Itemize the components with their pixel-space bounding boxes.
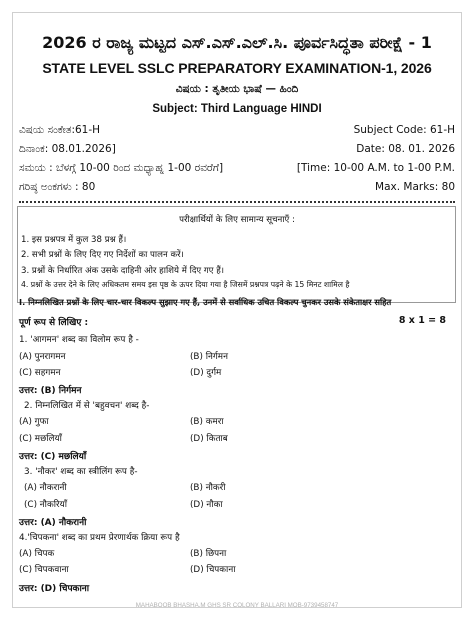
english-title: STATE LEVEL SSLC PREPARATORY EXAMINATION-1, 2026 bbox=[42, 60, 432, 76]
option-c: (C) नौकरियाँ bbox=[24, 500, 67, 510]
dotted-separator bbox=[19, 201, 455, 203]
option-d: (D) दुर्गम bbox=[190, 368, 222, 378]
option-d: (D) नौका bbox=[190, 500, 223, 510]
option-c: (C) मछलियाँ bbox=[19, 434, 62, 444]
section-instruction: I. निम्नलिखित प्रश्नों के लिए चार-चार विकल्प सुझाए गए हैं, उनमें से सर्वाधिक उचित विकल्प चुनकर उसके संकेताक्षर सहित bbox=[19, 297, 392, 307]
option-d: (D) किताब bbox=[190, 434, 228, 444]
answer: उत्तर: (A) नौकरानी bbox=[19, 518, 87, 528]
section-marks: 8 x 1 = 8 bbox=[398, 315, 446, 326]
option-a: (A) पुनरागमन bbox=[19, 352, 66, 362]
option-b: (B) छिपना bbox=[190, 549, 227, 559]
kannada-subject: ವಿಷಯ : ತೃತೀಯ ಭಾಷೆ — ಹಿಂದಿ bbox=[175, 83, 299, 95]
question-text: 2. निम्नलिखित में से 'बहुवचन' शब्द है- bbox=[24, 401, 150, 411]
question-text: 1. 'आगमन' शब्द का विलोम रूप है - bbox=[19, 335, 139, 345]
option-a: (A) गुफा bbox=[19, 417, 49, 427]
option-a: (A) चिपक bbox=[19, 549, 55, 559]
instruction-item: 2. सभी प्रश्नों के लिए दिए गए निर्देशों का पालन करें। bbox=[21, 250, 184, 260]
kannada-title: 2026 ರ ರಾಜ್ಯ ಮಟ್ಟದ ಎಸ್.ಎಸ್.ಎಲ್.ಸಿ. ಪೂರ್ವಸಿದ್ಧತಾ ಪರೀಕ್ಷೆ - 1 bbox=[42, 33, 432, 52]
time-english: [Time: 10-00 A.M. to 1-00 P.M. bbox=[296, 162, 455, 174]
question-text: 3. 'नौकर' शब्द का स्त्रीलिंग रूप है- bbox=[24, 467, 138, 477]
date-english: Date: 08. 01. 2026 bbox=[356, 143, 455, 155]
section-instruction-cont: पूर्ण रूप से लिखिए : bbox=[19, 318, 89, 328]
option-c: (C) चिपकवाना bbox=[19, 565, 69, 575]
option-c: (C) सहगमन bbox=[19, 368, 61, 378]
subject-code-kannada: ವಿಷಯ ಸಂಕೇತ:61-H bbox=[19, 124, 101, 136]
english-subject: Subject: Third Language HINDI bbox=[152, 103, 322, 115]
date-kannada: ದಿನಾಂಕ: 08.01.2026] bbox=[19, 143, 116, 155]
instruction-item: 3. प्रश्नों के निर्धारित अंक उसके दाहिनी ओर हाशिये में दिए गए हैं। bbox=[21, 266, 225, 276]
instructions-heading: परीक्षार्थियों के लिए सामान्य सूचनाएँ : bbox=[179, 215, 295, 225]
watermark-text: MAHABOOB BHASHA.M GHS SR COLONY BALLARI MOB-9739458747 bbox=[135, 602, 339, 609]
question-text: 4.'चिपकना' शब्द का प्रथम प्रेरणार्थक क्रिया रूप है bbox=[19, 533, 180, 543]
marks-kannada: ಗರಿಷ್ಠ ಅಂಕಗಳು : 80 bbox=[19, 181, 96, 193]
instruction-item: 4. प्रश्नों के उत्तर देने के लिए अधिकतम समय इस पृष्ठ के ऊपर दिया गया है जिसमें प्रश्नपत्र पढ़ने के 15 मिनट शामिल है bbox=[21, 280, 350, 289]
time-kannada: ಸಮಯ : ಬೆಳಗ್ಗೆ 10-00 ರಿಂದ ಮಧ್ಯಾಹ್ನ 1-00 ರವರೆಗೆ] bbox=[19, 162, 224, 174]
marks-english: Max. Marks: 80 bbox=[375, 181, 455, 193]
option-a: (A) नौकरानी bbox=[24, 483, 67, 493]
answer: उत्तर: (B) निर्गमन bbox=[19, 386, 82, 396]
instruction-item: 1. इस प्रश्नपत्र में कुल 38 प्रश्न हैं। bbox=[21, 235, 127, 245]
subject-code-english: Subject Code: 61-H bbox=[353, 124, 455, 136]
answer: उत्तर: (C) मछलियाँ bbox=[19, 452, 87, 462]
answer: उत्तर: (D) चिपकाना bbox=[19, 584, 90, 594]
option-b: (B) नौकरी bbox=[190, 483, 226, 493]
option-b: (B) निर्गमन bbox=[190, 352, 228, 362]
option-b: (B) कमरा bbox=[190, 417, 224, 427]
option-d: (D) चिपकाना bbox=[190, 565, 236, 575]
